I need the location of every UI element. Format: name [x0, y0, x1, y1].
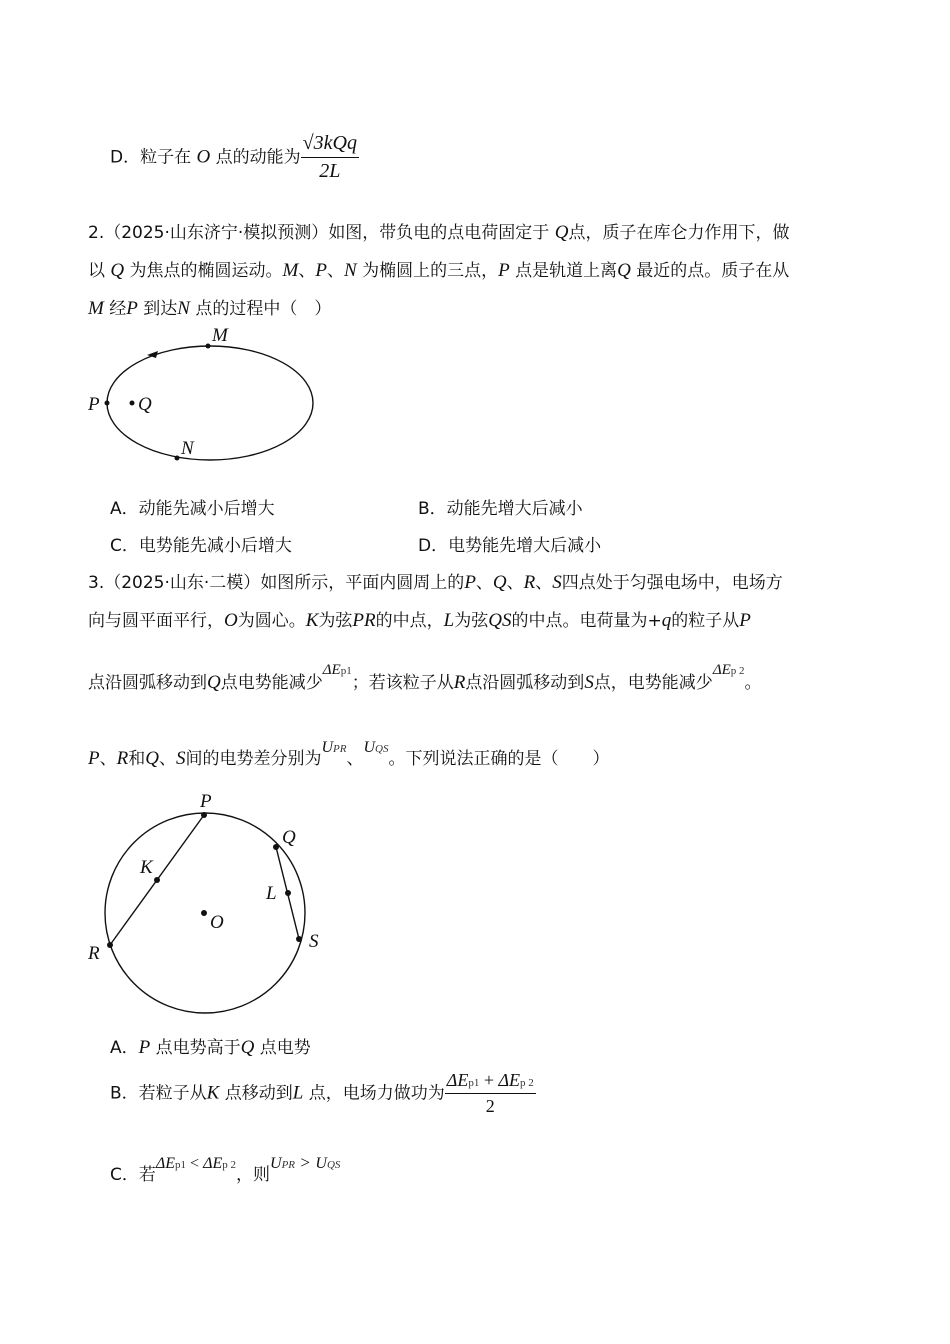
point-m	[206, 344, 211, 349]
point-o	[201, 910, 207, 916]
q3-option-b[interactable]: B．若粒子从K 点移动到L 点，电场力做功为 $\frac{\text{ΔEp1 + ΔEp 2}}{2}$	[110, 1070, 534, 1116]
u-qs: UQS	[363, 739, 389, 756]
point-q	[273, 844, 279, 850]
q2-option-d[interactable]: D．电势能先增大后减小	[418, 536, 602, 556]
q2-option-c[interactable]: C．电势能先减小后增大	[110, 536, 292, 556]
point-k	[154, 877, 160, 883]
circle-field-figure	[80, 785, 340, 1020]
point-s	[296, 936, 302, 942]
q2-line-2: 以 Q 为焦点的椭圆运动。M、P、N 为椭圆上的三点，P 点是轨道上离Q 最近的点。质子在从	[88, 260, 790, 281]
point-n	[175, 456, 180, 461]
point-p	[201, 812, 207, 818]
q2-option-a[interactable]: A．动能先减小后增大	[110, 499, 275, 519]
label-p: P	[200, 791, 212, 812]
label-m: M	[212, 325, 228, 346]
work-fraction: $\frac{\text{ΔEp1 + ΔEp 2}}{2}$	[446, 1070, 534, 1116]
label-o: O	[210, 912, 224, 933]
q3-line-2: 向与圆平面平行，O为圆心。K为弦PR的中点，L为弦QS的中点。电荷量为+q的粒子从P	[88, 610, 751, 631]
ellipse-orbit-figure	[80, 320, 330, 470]
q3-option-c[interactable]: C．若ΔEp1 < ΔEp 2，则UPR > UQS	[110, 1153, 341, 1185]
ep-compare: ΔEp1 < ΔEp 2	[155, 1155, 236, 1172]
u-compare: UPR > UQS	[270, 1153, 341, 1172]
u-pr: UPR	[321, 739, 347, 756]
q2-line-3: M 经P 到达N 点的过程中（ ）	[88, 298, 332, 319]
q3-line-4: P、R和Q、S间的电势差分别为UPR、UQS。下列说法正确的是（ ）	[88, 739, 610, 769]
q1-option-d: D．粒子在 O 点的动能为 $\frac{\text{√3kQq}}{2L}$	[110, 132, 357, 182]
point-q	[130, 401, 135, 406]
label-l: L	[266, 883, 277, 904]
delta-ep2: ΔEp 2	[712, 662, 745, 678]
q3-line-3-text: 点沿圆弧移动到Q点电势能减少ΔEp1；若该粒子从R点沿圆弧移动到S点，电势能减少ΔEp 2。	[88, 664, 774, 694]
q2-option-b[interactable]: B．动能先增大后减小	[418, 499, 583, 519]
q2-line-1: 2.（2025·山东济宁·模拟预测）如图，带负电的点电荷固定于 Q点，质子在库仑力作用下，做	[88, 222, 790, 243]
kinetic-energy-fraction: $\frac{\text{√3kQq}}{2L}$	[302, 132, 357, 182]
label-p: P	[88, 394, 100, 415]
point-p	[105, 401, 110, 406]
label-q: Q	[282, 827, 296, 848]
label-r: R	[88, 943, 100, 964]
point-l	[285, 890, 291, 896]
q3-line-1: 3.（2025·山东·二模）如图所示，平面内圆周上的P、Q、R、S四点处于匀强电场中，电场方	[88, 572, 783, 593]
label-s: S	[309, 931, 319, 952]
q3-option-a[interactable]: A．P 点电势高于Q 点电势	[110, 1037, 311, 1058]
point-r	[107, 942, 113, 948]
delta-ep1: ΔEp1	[322, 662, 352, 678]
label-k: K	[140, 857, 153, 878]
label-n: N	[181, 438, 194, 459]
label-q: Q	[138, 394, 152, 415]
